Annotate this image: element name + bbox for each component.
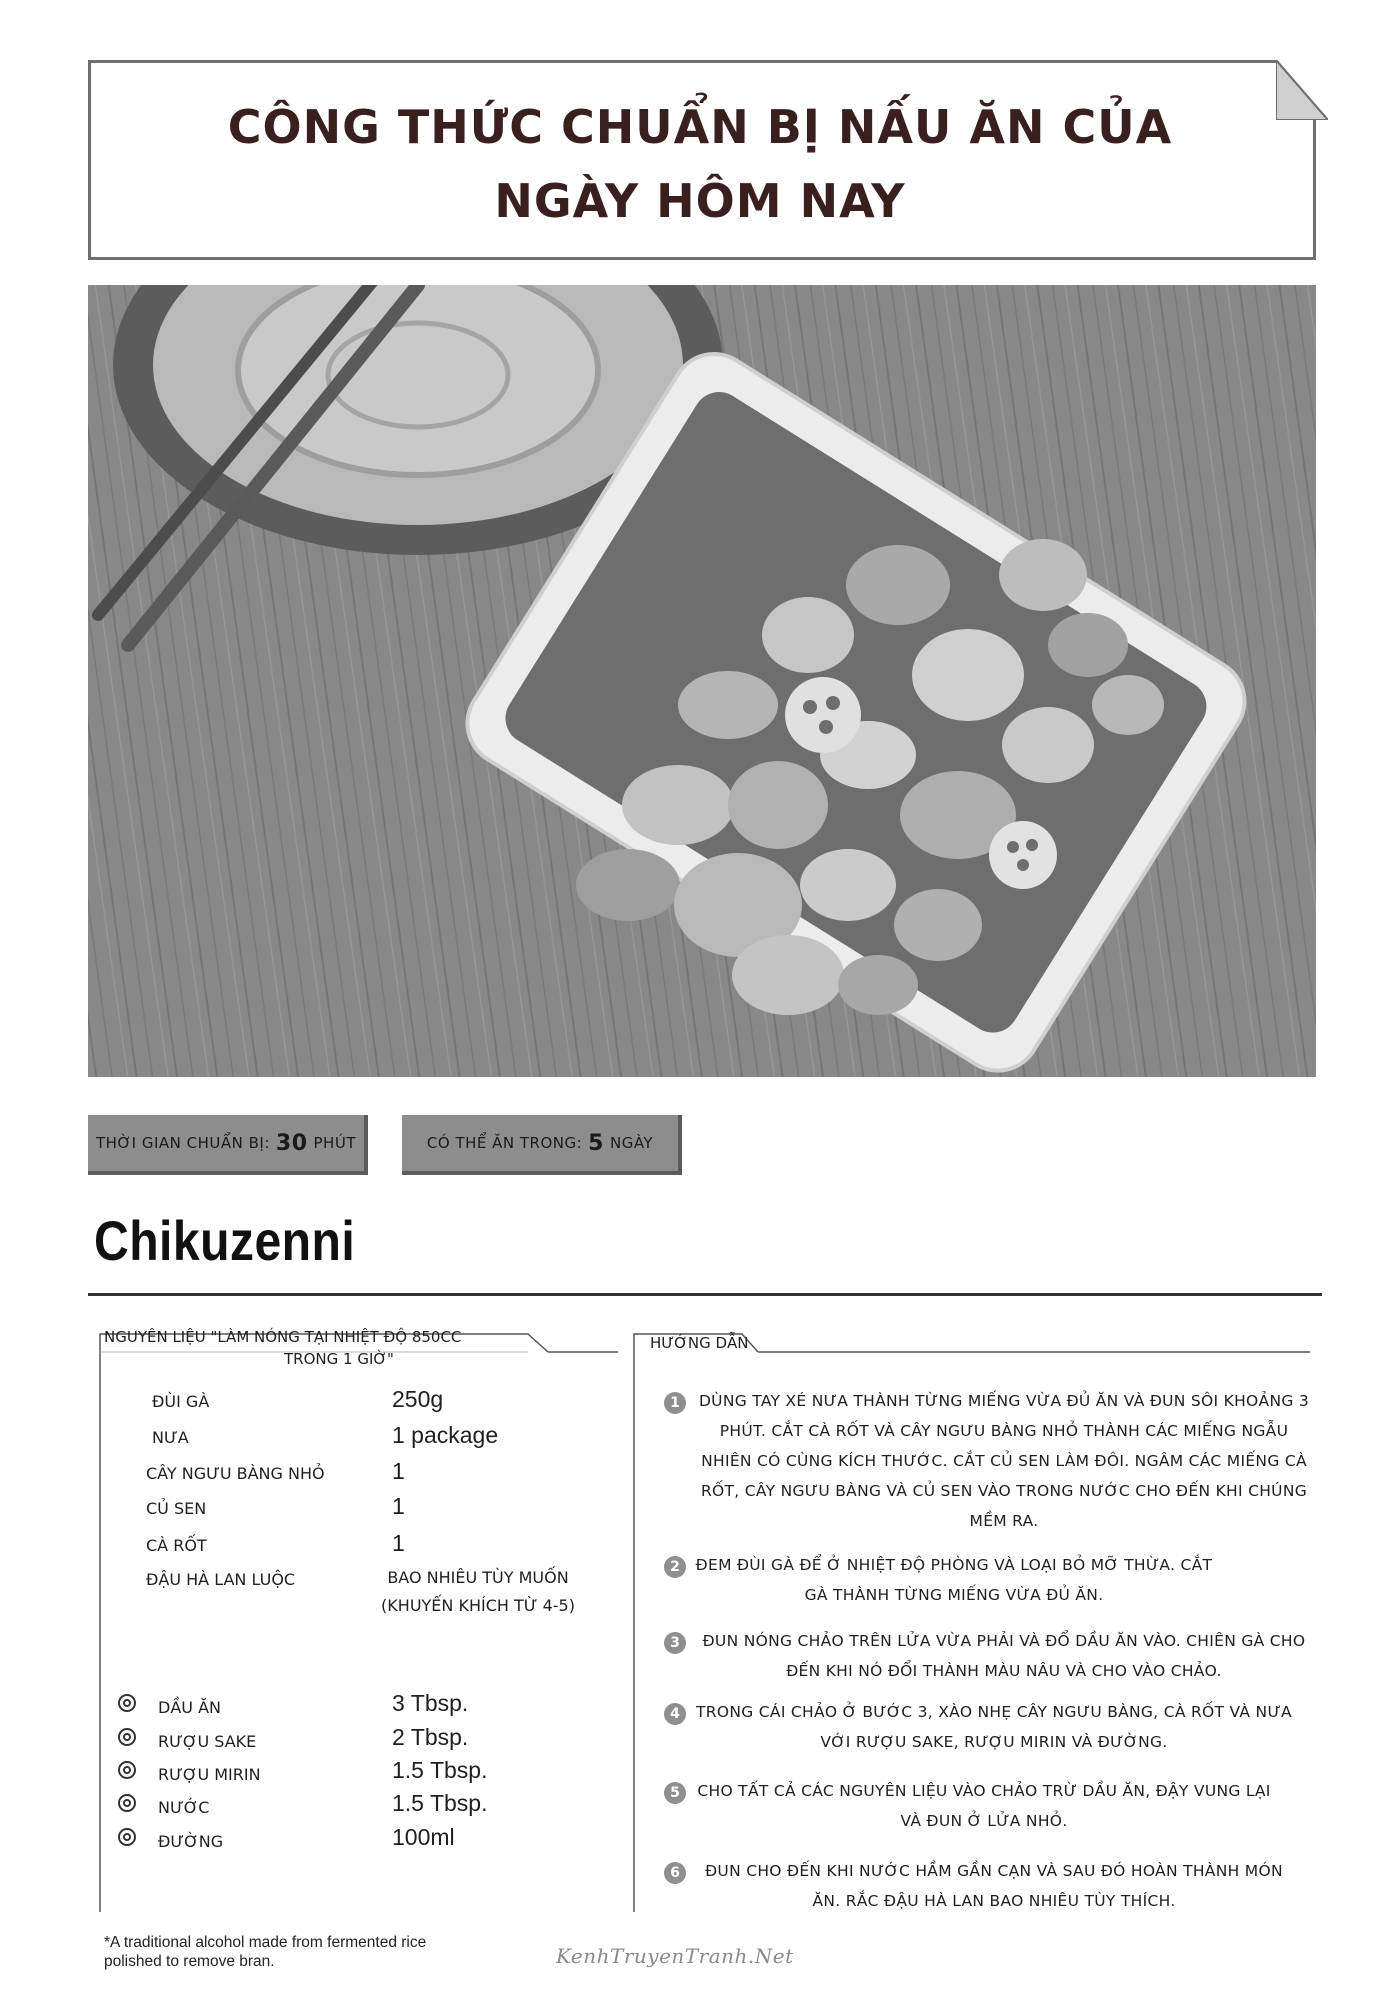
title-line-1: CÔNG THỨC CHUẨN BỊ NẤU ĂN CỦA — [227, 100, 1173, 154]
ingredients-header-line-1: NGUYÊN LIỆU "LÀM NÓNG TẠI NHIỆT ĐỘ 850CC — [104, 1328, 462, 1346]
ingredient-amount: 1 — [392, 1493, 405, 1519]
seasoning-amount: 3 Tbsp. — [392, 1690, 469, 1716]
dish-photo — [88, 285, 1316, 1077]
ingredient-name: CÂY NGƯU BÀNG NHỎ — [146, 1464, 325, 1483]
step-number-badge: 6 — [664, 1862, 686, 1884]
double-circle-bullet-icon — [118, 1728, 136, 1746]
ingredient-name: ĐẬU HÀ LAN LUỘC — [146, 1570, 296, 1589]
instructions-header: HƯỚNG DẪN — [650, 1334, 749, 1352]
ingredients-header-line-2: TRONG 1 GIỜ" — [284, 1350, 394, 1368]
page-title — [160, 90, 1240, 238]
prep-time-value: 30 — [275, 1130, 308, 1156]
step-number-badge: 5 — [664, 1782, 686, 1804]
shelf-life-unit: NGÀY — [609, 1134, 654, 1152]
prep-time-unit: PHÚT — [313, 1134, 356, 1152]
seasoning-name: ĐƯỜNG — [158, 1832, 224, 1851]
seasoning-name: NƯỚC — [158, 1798, 210, 1817]
double-circle-bullet-icon — [118, 1761, 136, 1779]
ingredient-name: CÀ RỐT — [146, 1536, 207, 1555]
double-circle-bullet-icon — [118, 1828, 136, 1846]
ingredient-amount: BAO NHIÊU TÙY MUỐN (KHUYẾN KHÍCH TỪ 4-5) — [381, 1568, 575, 1615]
ingredients-header — [104, 1326, 554, 1370]
prep-time-label: THỜI GIAN CHUẨN BỊ: — [96, 1134, 270, 1152]
ingredient-amount: 250g — [392, 1386, 444, 1412]
ingredient-name: CỦ SEN — [146, 1499, 207, 1518]
double-circle-bullet-icon — [118, 1694, 136, 1712]
step-text: CHO TẤT CẢ CÁC NGUYÊN LIỆU VÀO CHẢO TRỪ DẦU ĂN, ĐẬY VUNG LẠI VÀ ĐUN Ở LỬA NHỎ. — [697, 1782, 1271, 1830]
watermark: KenhTruyenTranh.Net — [556, 1944, 794, 1968]
seasoning-amount: 2 Tbsp. — [392, 1724, 469, 1750]
step-number-badge: 2 — [664, 1556, 686, 1578]
seasoning-name: RƯỢU SAKE — [158, 1732, 257, 1751]
seasoning-name: RƯỢU MIRIN — [158, 1765, 261, 1784]
seasoning-amount: 1.5 Tbsp. — [392, 1790, 488, 1816]
step-text: ĐEM ĐÙI GÀ ĐỂ Ở NHIỆT ĐỘ PHÒNG VÀ LOẠI BỎ MỠ THỪA. CẮT GÀ THÀNH TỪNG MIẾNG VỪA ĐỦ ĂN. — [695, 1556, 1213, 1604]
title-line-2: NGÀY HÔM NAY — [494, 174, 906, 228]
seasoning-amount: 1.5 Tbsp. — [392, 1757, 488, 1783]
ingredient-amount: 1 package — [392, 1422, 499, 1448]
step-text: DÙNG TAY XÉ NƯA THÀNH TỪNG MIẾNG VỪA ĐỦ ĂN VÀ ĐUN SÔI KHOẢNG 3 PHÚT. CẮT CÀ RỐT VÀ CÂY NGƯU BÀNG NHỎ THÀNH CÁC MIẾNG NGẪU NHIÊN CÓ CÙNG KÍCH THƯỚC. CẮT CỦ SEN LÀM ĐÔI. NGÂM CÁC MIẾNG CÀ RỐT, CÂY NGƯU BÀNG VÀ CỦ SEN VÀO TRONG NƯỚC CHO ĐẾN KHI CHÚNG MỀM RA. — [698, 1392, 1310, 1530]
ingredient-amount: 1 — [392, 1458, 405, 1484]
shelf-life-chip — [402, 1115, 682, 1175]
shelf-life-label: CÓ THỂ ĂN TRONG: — [426, 1134, 583, 1152]
divider — [88, 1293, 1322, 1296]
ingredient-amount: 1 — [392, 1530, 405, 1556]
step-text: ĐUN NÓNG CHẢO TRÊN LỬA VỪA PHẢI VÀ ĐỔ DẦU ĂN VÀO. CHIÊN GÀ CHO ĐẾN KHI NÓ ĐỔI THÀNH MÀU NÂU VÀ CHO VÀO CHẢO. — [702, 1632, 1306, 1680]
step-number-badge: 3 — [664, 1632, 686, 1654]
seasoning-name: DẦU ĂN — [158, 1698, 221, 1717]
step-number-badge: 4 — [664, 1703, 686, 1725]
prep-time-chip — [88, 1115, 368, 1175]
footnote: *A traditional alcohol made from fermented rice polished to remove bran. — [104, 1934, 427, 1970]
page-fold-corner — [1276, 60, 1328, 120]
ingredient-name: NƯA — [152, 1428, 189, 1447]
ingredient-name: ĐÙI GÀ — [152, 1392, 210, 1411]
step-number-badge: 1 — [664, 1392, 686, 1414]
double-circle-bullet-icon — [118, 1794, 136, 1812]
dish-name: Chikuzenni — [94, 1209, 356, 1272]
step-text: TRONG CÁI CHẢO Ở BƯỚC 3, XÀO NHẸ CÂY NGƯU BÀNG, CÀ RỐT VÀ NƯA VỚI RƯỢU SAKE, RƯỢU MIRIN VÀ ĐƯỜNG. — [696, 1703, 1292, 1751]
shelf-life-value: 5 — [588, 1130, 604, 1156]
step-text: ĐUN CHO ĐẾN KHI NƯỚC HẦM GẦN CẠN VÀ SAU ĐÓ HOÀN THÀNH MÓN ĂN. RẮC ĐẬU HÀ LAN BAO NHIÊU TÙY THÍCH. — [705, 1862, 1283, 1910]
seasoning-amount: 100ml — [392, 1824, 455, 1850]
